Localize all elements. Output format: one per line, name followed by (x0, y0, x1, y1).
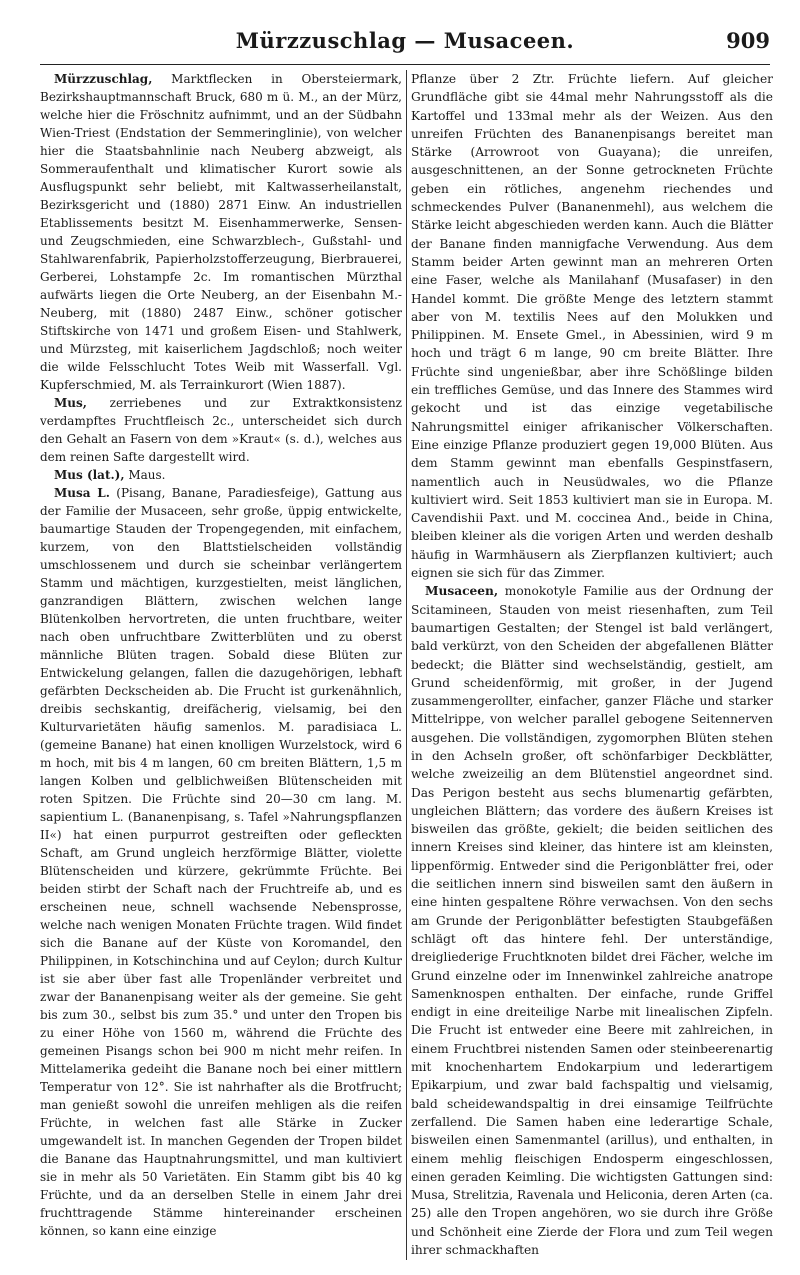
entry-musa-continued (411, 70, 773, 582)
entry-headword: Mus, (54, 396, 87, 410)
entry-text: monokotyle Familie aus der Ordnung der Scitamineen, Stauden von meist riesenhaften, zum Teil baumartigen Gestalten; der Stengel ist bald verlängert, bald verkürzt, von den Scheiden der abgefallenen Blätter bedeckt; die Blätter sind wechselständig, gestielt, am Grund scheidenförmig, mit großer, in der Jugend zusammengerollter, einfacher, ganzer Fläche und starker Mittelrippe, von welcher parallel gebogene Seitennerven ausgehen. Die vollständigen, zygomorphen Blüten stehen in den Achseln großer, oft schönfarbiger Deckblätter, welche zweizeilig an dem Blütenstiel angeordnet sind. Das Perigon besteht aus sechs blumenartig gefärbten, ungleichen Blättern; das vordere des äußern Kreises ist bisweilen das größte, gekielt; die beiden seitlichen des innern Kreises sind kleiner, das hintere ist am kleinsten, lippenförmig. Entweder sind die Perigonblätter frei, oder die seitlichen innern sind bisweilen samt den äußern in eine hinten gespaltene Röhre verwachsen. Von den sechs am Grunde der Perigonblätter befestigten Staubgefäßen schlägt oft das hintere fehl. Der unterständige, dreigliederige Fruchtknoten bildet drei Fächer, welche im Grund einzelne oder im Innenwinkel zahlreiche anatrope Samenknospen enthalten. Der einfache, runde Griffel endigt in eine dreiteilige Narbe mit linealischen Zipfeln. Die Frucht ist entweder eine Beere mit zahlreichen, in einem Fruchtbrei nistenden Samen oder steinbeerenartig mit knochenhartem Endokarpium und lederartigem Epikarpium, und zwar bald fachspaltig und vielsamig, bald scheidewandspaltig in drei einsamige Teilfrüchte zerfallend. Die Samen haben eine lederartige Schale, bisweilen einen Samenmantel (arillus), und enthalten, in einem mehlig fleischigen Endosperm eingeschlossen, einen geraden Keimling. Die wichtigsten Gattungen sind: Musa, Strelitzia, Ravenala und Heliconia, deren Arten (ca. 25) alle den Tropen angehören, wo sie durch ihre Größe und Schönheit eine Zierde der Flora und zum Teil wegen ihrer schmackhaften (411, 584, 773, 1257)
entry-headword: Mus (lat.), (54, 468, 125, 482)
entry-headword: Mürzzuschlag, (54, 72, 153, 86)
entry-text: (Pisang, Banane, Paradiesfeige), Gattung aus der Familie der Musaceen, sehr große, üppig entwickelte, baumartige Stauden der Tropengegenden, mit einfachem, kurzem, von den Blattstielscheiden vollständig umschlossenem und durch sie scheinbar verlängertem Stamm und mächtigen, kurzgestielten, meist länglichen, ganzrandigen Blättern, zwischen welchen lange Blütenkolben hervortreten, die unten fruchtbare, weiter nach oben unfruchtbare Zwitterblüten und zu oberst männliche Blüten tragen. Sobald diese Blüten zur Entwickelung gelangen, fallen die dazugehörigen, lebhaft gefärbten Deckscheiden ab. Die Frucht ist gurkenähnlich, dreibis sechskantig, dreifächerig, vielsamig, bei den Kulturvarietäten häufig samenlos. M. paradisiaca L. (gemeine Banane) hat einen knolligen Wurzelstock, wird 6 m hoch, mit bis 4 m langen, 60 cm breiten Blättern, 1,5 m langen Kolben und gelblichweißen Blütenscheiden mit roten Spitzen. Die Früchte sind 20—30 cm lang. M. sapientium L. (Bananenpisang, s. Tafel »Nahrungspflanzen II«) hat einen purpurrot gestreiften oder gefleckten Schaft, am Grund ungleich herzförmige Blätter, violette Blütenscheiden und kürzere, gekrümmte Früchte. Bei beiden stirbt der Schaft nach der Fruchtreife ab, und es erscheinen neue, schnell wachsende Nebensprosse, welche nach wenigen Monaten Früchte tragen. Wild findet sich die Banane auf der Küste von Koromandel, den Philippinen, in Kotschinchina und auf Ceylon; durch Kultur ist sie aber über fast alle Tropenländer verbreitet und zwar der Bananenpisang weiter als der gemeine. Sie geht bis zum 30., selbst bis zum 35.° und unter den Tropen bis zu einer Höhe von 1560 m, während die Früchte des gemeinen Pisangs schon bei 900 m nicht mehr reifen. In Mittelamerika gedeiht die Banane noch bei einer mittlern Temperatur von 12°. Sie ist nahrhafter als die Brotfrucht; man genießt sowohl die unreifen mehligen als die reifen Früchte, in welchen fast alle Stärke in Zucker umgewandelt ist. In manchen Gegenden der Tropen bildet die Banane das Hauptnahrungsmittel, und man kultiviert sie in mehr als 50 Varietäten. Ein Stamm gibt bis 40 kg Früchte, und da an derselben Stelle in einem Jahr drei fruchttragende Stämme hintereinander erscheinen können, so kann eine einzige (40, 486, 402, 1238)
entry-text: zerriebenes und zur Extraktkonsistenz verdampftes Fruchtfleisch 2c., unterscheidet sich durch den Gehalt an Fasern von dem »Kraut« (s. d.), welches aus dem reinen Safte dargestellt wird. (40, 396, 402, 464)
entry-muerzzuschlag (40, 70, 402, 394)
right-column (411, 70, 773, 1262)
column-divider (406, 70, 407, 1260)
header-rule (40, 64, 770, 65)
page-number: 909 (726, 28, 770, 53)
entry-headword: Musaceen, (425, 584, 499, 599)
left-column (40, 70, 402, 1262)
entry-text: Pflanze über 2 Ztr. Früchte liefern. Auf gleicher Grundfläche gibt sie 44mal mehr Nahrungsstoff als die Kartoffel und 133mal mehr als der Weizen. Aus den unreifen Früchten des Bananenpisangs bereitet man Stärke (Arrowroot von Guayana); die unreifen, ausgeschnittenen, an der Sonne getrockneten Früchte geben ein rötliches, angenehm riechendes und schmeckendes Pulver (Bananenmehl), aus welchem die Stärke leicht abgeschieden werden kann. Auch die Blätter der Banane finden mannigfache Verwendung. Aus dem Stamm beider Arten gewinnt man an mehreren Orten eine Faser, welche als Manilahanf (Musafaser) in den Handel kommt. Die größte Menge des letztern stammt aber von M. textilis Nees auf den Molukken und Philippinen. M. Ensete Gmel., in Abessinien, wird 9 m hoch und trägt 6 m lange, 90 cm breite Blätter. Ihre Früchte sind ungenießbar, aber ihre Schößlinge bilden ein treffliches Gemüse, und das Innere des Stammes wird gekocht und ist das einzige vegetabilische Nahrungsmittel einiger afrikanischer Völkerschaften. Eine einzige Pflanze produziert gegen 19,000 Blüten. Aus dem Stamm gewinnt man ebenfalls Gespinstfasern, namentlich auch in Neusüdwales, wo die Pflanze kultiviert wird. Seit 1853 kultiviert man sie in Europa. M. Cavendishii Paxt. und M. coccinea And., beide in China, bleiben kleiner als die vorigen Arten und werden deshalb häufig in Warmhäusern als Zierpflanzen kultiviert; auch eignen sie sich für das Zimmer. (411, 72, 773, 581)
entry-musaceen (411, 582, 773, 1259)
page-header (40, 28, 770, 62)
entry-text: Maus. (124, 468, 166, 482)
entry-headword: Musa L. (54, 486, 110, 500)
entry-mus (40, 394, 402, 466)
entry-musa (40, 484, 402, 1240)
entry-text: Marktflecken in Obersteiermark, Bezirkshauptmannschaft Bruck, 680 m ü. M., an der Mürz, welche hier die Fröschnitz aufnimmt, und an der Südbahn Wien-Triest (Endstation der Semmeringlinie), von welcher hier die Staatsbahnlinie nach Neuberg abzweigt, als Sommeraufenthalt und klimatischer Kurort sowie als Ausflugspunkt sehr beliebt, mit Kaltwasserheilanstalt, Bezirksgericht und (1880) 2871 Einw. An industriellen Etablissements besitzt M. Eisenhammerwerke, Sensen- und Zeugschmieden, eine Schwarzblech-, Gußstahl- und Stahlwarenfabrik, Papierholzstofferzeugung, Bierbrauerei, Gerberei, Lohstampfe 2c. Im romantischen Mürzthal aufwärts liegen die Orte Neuberg, an der Eisenbahn M.-Neuberg, mit (1880) 2487 Einw., schöner gotischer Stiftskirche von 1471 und großem Eisen- und Stahlwerk, und Mürzsteg, mit kaiserlichem Jagdschloß; noch weiter die wilde Felsschlucht Totes Weib mit Wasserfall. Vgl. Kupferschmied, M. als Terrainkurort (Wien 1887). (40, 72, 402, 392)
entry-mus-lat (40, 466, 402, 484)
running-title: Mürzzuschlag — Musaceen. (235, 28, 575, 53)
